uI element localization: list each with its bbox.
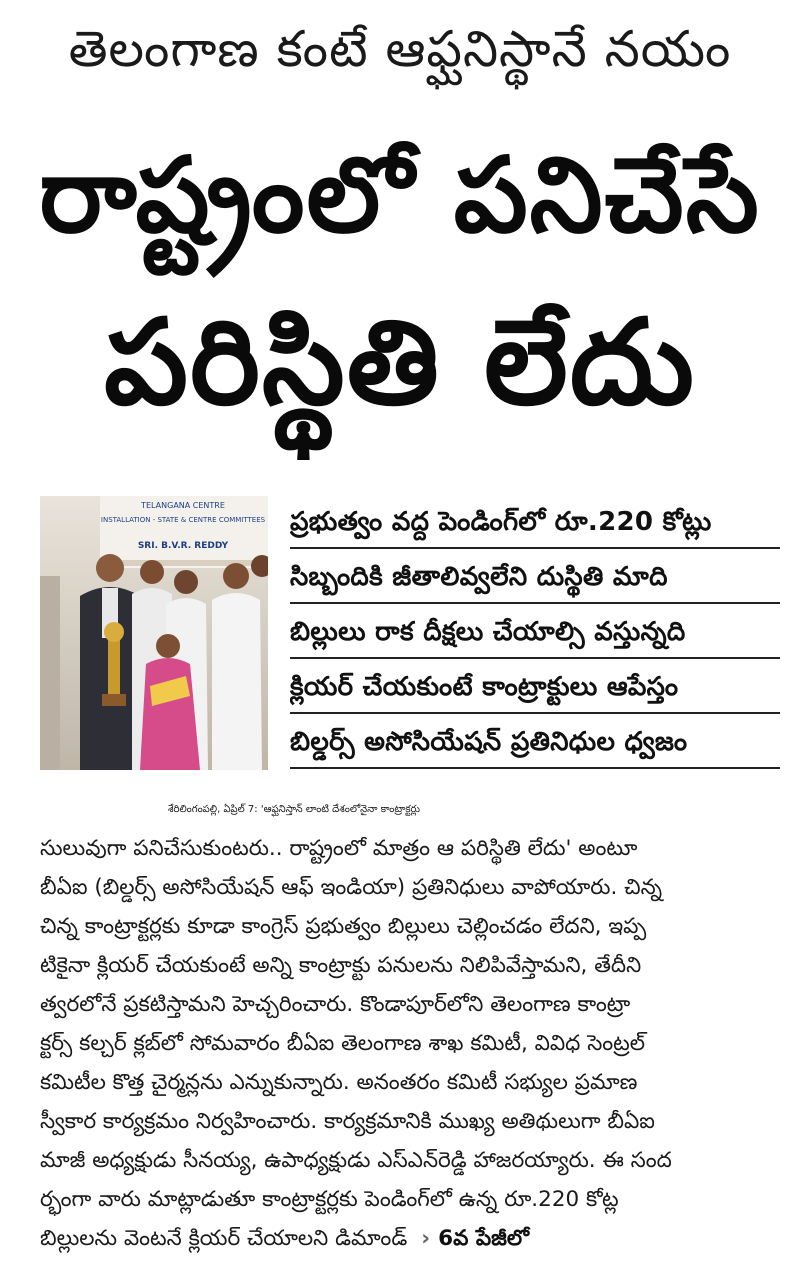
body-line: మాజీ అధ్యక్షుడు సీనయ్య, ఉపాధ్యక్షుడు ఎస్ఎన్‌రెడ్డి హాజరయ్యారు. ఈ సంద (40, 1148, 672, 1173)
subheads (290, 498, 780, 773)
body-line-text: బిల్లులను వెంటనే క్లియర్ చేయాలని డిమాండ్ (40, 1226, 408, 1251)
svg-text:TELANGANA CENTRE: TELANGANA CENTRE (141, 501, 225, 510)
subhead-3: బిల్లులు రాక దీక్షలు చేయాల్సి వస్తున్నది (290, 608, 780, 659)
subhead-4: క్లియర్ చేయకుంటే కాంట్రాక్టులు ఆపేస్తం (290, 663, 780, 714)
body-line: ర్భంగా వారు మాట్లాడుతూ కాంట్రాక్టర్లకు పెండింగ్‌లో ఉన్న రూ.220 కోట్ల (40, 1187, 619, 1212)
news-photo (40, 496, 268, 770)
headline-line-2: పరిస్థితి లేదు (104, 293, 696, 431)
body-line: చిన్న కాంట్రాక్టర్లకు కూడా కాంగ్రెస్ ప్రభుత్వం బిల్లులు చెల్లించడం లేదని, ఇప్ప (40, 914, 647, 939)
subhead-2: సిబ్బందికి జీతాలివ్వలేని దుస్థితి మాది (290, 553, 780, 604)
article-body (40, 790, 780, 1258)
subhead-5: బిల్డర్స్ అసోసియేషన్ ప్రతినిధుల ధ్వజం (290, 718, 780, 769)
continuation-arrow-icon: › (421, 1226, 431, 1251)
body-line: బీఏఐ (బిల్డర్స్ అసోసియేషన్ ఆఫ్ ఇండియా) ప్రతినిధులు వాపోయారు. చిన్న (40, 875, 663, 900)
body-last-line (40, 1219, 780, 1258)
body-line: శేరిలింగంపల్లి, ఏప్రిల్ 7: 'ఆఫ్ఘనిస్తాన్ లాంటి దేశంలోనైనా కాంట్రాక్టర్లు (168, 804, 420, 815)
body-line: స్వీకార కార్యక్రమం నిర్వహించారు. కార్యక్రమానికి ముఖ్య అతిథులుగా బీఏఐ (40, 1109, 655, 1134)
body-line: త్వరలోనే ప్రకటిస్తామని హెచ్చరించారు. కొండాపూర్‌లోని తెలంగాణ కాంట్రా (40, 992, 631, 1017)
headline-line-1: రాష్ట్రంలో పనిచేసే (39, 134, 761, 256)
svg-text:SRI. B.V.R. REDDY: SRI. B.V.R. REDDY (137, 541, 229, 551)
body-line: టికైనా క్లియర్ చేయకుంటే అన్ని కాంట్రాక్టు పనులను నిలిపివేస్తామని, తేదీని (40, 953, 642, 978)
continuation-link[interactable]: 6వ పేజీలో (438, 1226, 529, 1251)
kicker: తెలంగాణ కంటే ఆఫ్ఘనిస్థానే నయం (68, 20, 732, 78)
body-line: సులువుగా పనిచేసుకుంటరు.. రాష్ట్రంలో మాత్రం ఆ పరిస్థితి లేదు' అంటూ (40, 836, 638, 861)
body-line: కమిటీల కొత్త చైర్మన్లను ఎన్నుకున్నారు. అనంతరం కమిటీ సభ్యుల ప్రమాణ (40, 1070, 638, 1095)
svg-text:INSTALLATION - STATE & CENTRE: INSTALLATION - STATE & CENTRE COMMITTEES (100, 516, 266, 524)
body-line: క్టర్స్ కల్చర్ క్లబ్‌లో సోమవారం బీఏఐ తెలంగాణ శాఖ కమిటీ, వివిధ సెంట్రల్ (40, 1031, 646, 1056)
subhead-1: ప్రభుత్వం వద్ద పెండింగ్‌లో రూ.220 కోట్లు (290, 498, 780, 549)
